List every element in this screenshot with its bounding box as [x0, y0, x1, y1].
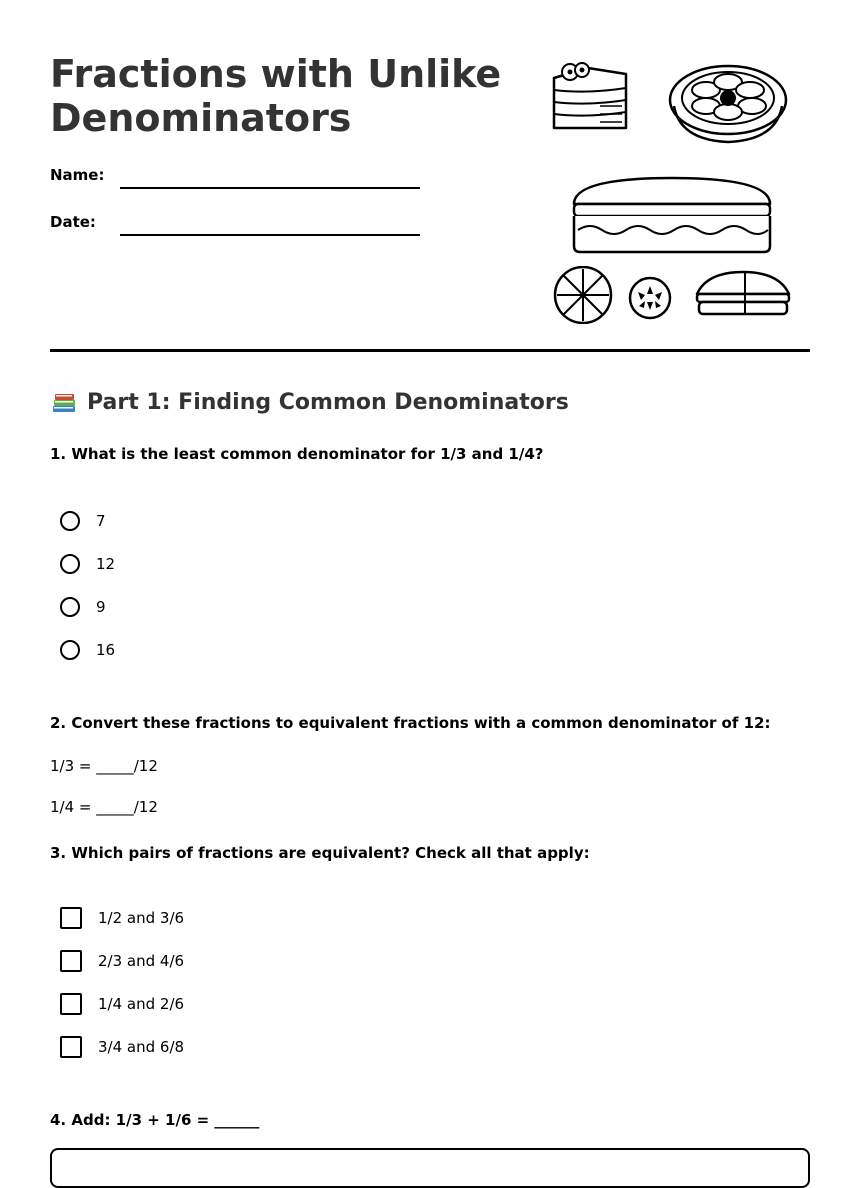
q1-option-3[interactable] [60, 597, 106, 617]
q3-option-4[interactable] [60, 1036, 184, 1058]
checkbox[interactable] [60, 907, 82, 929]
option-label: 1/2 and 3/6 [98, 909, 185, 927]
question-1: 1. What is the least common denominator for 1/3 and 1/4? [50, 445, 544, 463]
cake-slice-icon [548, 60, 632, 134]
option-label: 2/3 and 4/6 [98, 952, 185, 970]
option-label: 3/4 and 6/8 [98, 1038, 185, 1056]
radio-button[interactable] [60, 554, 80, 574]
header-divider [50, 349, 810, 352]
option-label: 16 [96, 641, 116, 659]
date-field[interactable] [120, 234, 420, 236]
option-label: 12 [96, 555, 116, 573]
question-2: 2. Convert these fractions to equivalent fractions with a common denominator of 12: [50, 714, 771, 732]
question-4: 4. Add: 1/3 + 1/6 = ______ [50, 1111, 260, 1129]
worksheet-title [50, 52, 501, 140]
fruit-icon [626, 276, 674, 320]
pie-icon [666, 62, 790, 146]
title-line-2: Denominators [50, 96, 352, 140]
q1-option-1[interactable] [60, 511, 106, 531]
q4-answer-box[interactable] [50, 1148, 810, 1188]
q2-line-2[interactable]: 1/4 = _____/12 [50, 798, 158, 816]
books-icon [50, 388, 78, 416]
option-label: 7 [96, 512, 106, 530]
name-label: Name: [50, 166, 105, 184]
q3-option-2[interactable] [60, 950, 184, 972]
option-label: 1/4 and 2/6 [98, 995, 185, 1013]
q3-option-1[interactable] [60, 907, 184, 929]
part1-heading-text: Part 1: Finding Common Denominators [87, 389, 569, 415]
radio-button[interactable] [60, 640, 80, 660]
radio-button[interactable] [60, 597, 80, 617]
title-line-1: Fractions with Unlike [50, 52, 502, 96]
checkbox[interactable] [60, 993, 82, 1015]
q1-option-2[interactable] [60, 554, 115, 574]
date-label: Date: [50, 213, 96, 231]
sandwich-icon [568, 174, 776, 256]
q2-line-1[interactable]: 1/3 = _____/12 [50, 757, 158, 775]
flatbread-icon [693, 268, 793, 318]
q1-option-4[interactable] [60, 640, 115, 660]
part1-heading [50, 388, 569, 416]
name-field[interactable] [120, 187, 420, 189]
option-label: 9 [96, 598, 106, 616]
q3-option-3[interactable] [60, 993, 184, 1015]
checkbox[interactable] [60, 1036, 82, 1058]
question-3: 3. Which pairs of fractions are equivalent? Check all that apply: [50, 844, 590, 862]
radio-button[interactable] [60, 511, 80, 531]
checkbox[interactable] [60, 950, 82, 972]
citrus-slice-icon [551, 266, 615, 324]
